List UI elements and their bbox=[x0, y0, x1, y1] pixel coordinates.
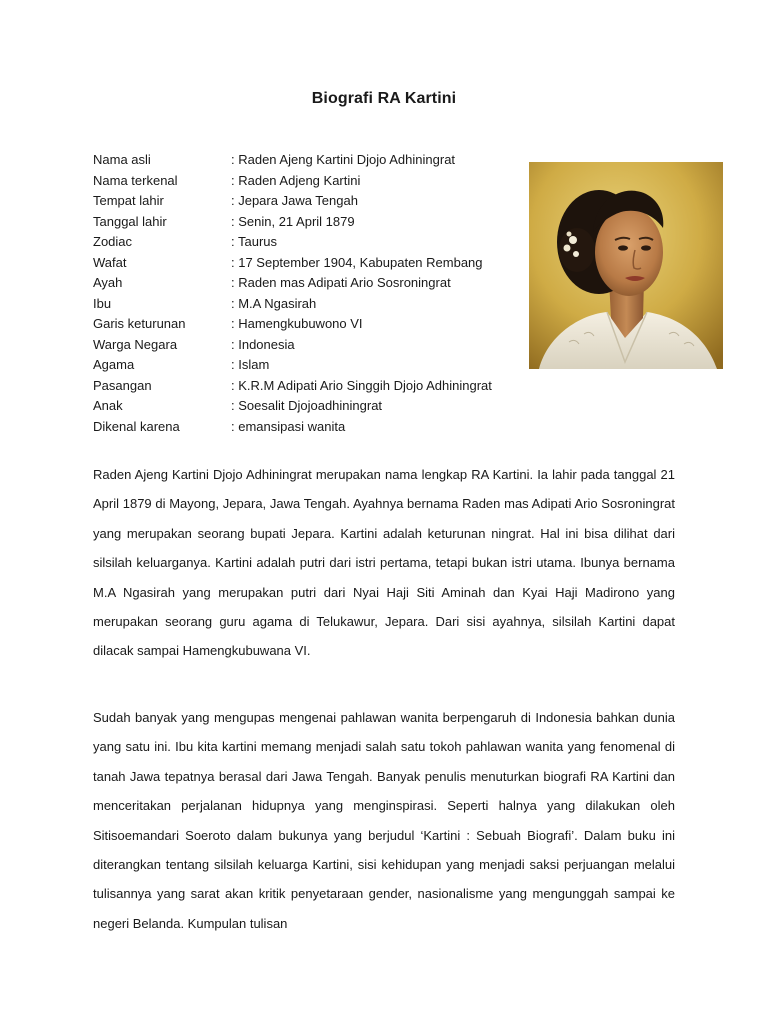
biodata-row bbox=[93, 396, 523, 417]
biodata-value: : Islam bbox=[231, 357, 270, 372]
biodata-row bbox=[93, 376, 523, 397]
biodata-row bbox=[93, 212, 523, 233]
biodata-value: : emansipasi wanita bbox=[231, 418, 346, 434]
biodata-value: : 17 September 1904, Kabupaten Rembang bbox=[231, 254, 483, 270]
body-paragraph: Sudah banyak yang mengupas mengenai pahlawan wanita berpengaruh di Indonesia bahkan dunia yang satu ini. Ibu kita kartini memang menjadi salah satu tokoh pahlawan wanita yang fenomenal di tanah Jawa tepatnya berasal dari Jawa Tengah. Banyak penulis menuturkan biografi RA Kartini dan menceritakan perjalanan hidupnya yang menginspirasi. Seperti halnya yang dilakukan oleh Sitisoemandari Soeroto dalam bukunya yang berjudul ‘Kartini : Sebuah Biografi’. Dalam buku ini diterangkan tentang silsilah keluarga Kartini, sisi kehidupan yang menjadi saksi perjuangan melalui tulisannya yang sarat akan kritik penyetaraan gender, nasionalisme yang mengunggah sampai ke negeri Belanda. Kumpulan tulisan bbox=[93, 710, 675, 931]
biodata-label: Agama bbox=[93, 357, 135, 372]
biodata-label: Warga Negara bbox=[93, 336, 178, 352]
biodata-row bbox=[93, 294, 523, 315]
biodata-value: : Jepara Jawa Tengah bbox=[231, 193, 358, 208]
biodata-label: Zodiac bbox=[93, 234, 133, 249]
biodata-table bbox=[93, 150, 523, 437]
biodata-label: Wafat bbox=[93, 254, 127, 270]
biodata-row bbox=[93, 273, 523, 294]
biodata-label: Tanggal lahir bbox=[93, 213, 167, 229]
biodata-value: : Taurus bbox=[231, 234, 278, 249]
biodata-value: : Raden Ajeng Kartini Djojo Adhiningrat bbox=[231, 152, 456, 167]
biodata-label: Dikenal karena bbox=[93, 418, 180, 434]
biodata-value: : Hamengkubuwono VI bbox=[231, 316, 363, 331]
biodata-label: Garis keturunan bbox=[93, 316, 186, 331]
biodata-value: : K.R.M Adipati Ario Singgih Djojo Adhiningrat bbox=[231, 377, 492, 393]
biodata-row bbox=[93, 150, 523, 171]
biodata-value: : Raden Adjeng Kartini bbox=[231, 172, 361, 188]
biodata-label: Nama asli bbox=[93, 152, 151, 167]
body-paragraph: Raden Ajeng Kartini Djojo Adhiningrat merupakan nama lengkap RA Kartini. Ia lahir pada tanggal 21 April 1879 di Mayong, Jepara, Jawa Tengah. Ayahnya bernama Raden mas Adipati Ario Sosroningrat yang merupakan seorang bupati Jepara. Kartini adalah keturunan ningrat. Hal ini bisa dilihat dari silsilah keluarganya. Kartini adalah putri dari istri pertama, tetapi bukan istri utama. Ibunya bernama M.A Ngasirah yang merupakan putri dari Nyai Haji Siti Aminah dan Kyai Haji Madirono yang merupakan seorang guru agama di Telukawur, Jepara. Dari sisi ayahnya, silsilah Kartini dapat dilacak sampai Hamengkubuwana VI. bbox=[93, 467, 675, 659]
biodata-value: : Indonesia bbox=[231, 336, 295, 352]
biodata-row bbox=[93, 253, 523, 274]
portrait-painting bbox=[529, 162, 723, 369]
biodata-row bbox=[93, 171, 523, 192]
biodata-label: Pasangan bbox=[93, 377, 152, 393]
biodata-row bbox=[93, 355, 523, 376]
biodata-label: Anak bbox=[93, 398, 123, 413]
biodata-row bbox=[93, 314, 523, 335]
biodata-label: Tempat lahir bbox=[93, 193, 164, 208]
biodata-value: : Senin, 21 April 1879 bbox=[231, 213, 355, 229]
biodata-label: Ibu bbox=[93, 295, 112, 311]
biodata-value: : M.A Ngasirah bbox=[231, 295, 317, 311]
biodata-value: : Raden mas Adipati Ario Sosroningrat bbox=[231, 275, 451, 290]
biodata-row bbox=[93, 232, 523, 253]
biodata-row bbox=[93, 191, 523, 212]
biodata-row bbox=[93, 335, 523, 356]
biodata-label: Ayah bbox=[93, 275, 123, 290]
kartini-portrait bbox=[529, 162, 723, 369]
biodata-label: Nama terkenal bbox=[93, 172, 178, 188]
page-title: Biografi RA Kartini bbox=[311, 90, 457, 107]
biodata-row bbox=[93, 417, 523, 438]
biodata-value: : Soesalit Djojoadhiningrat bbox=[231, 398, 383, 413]
